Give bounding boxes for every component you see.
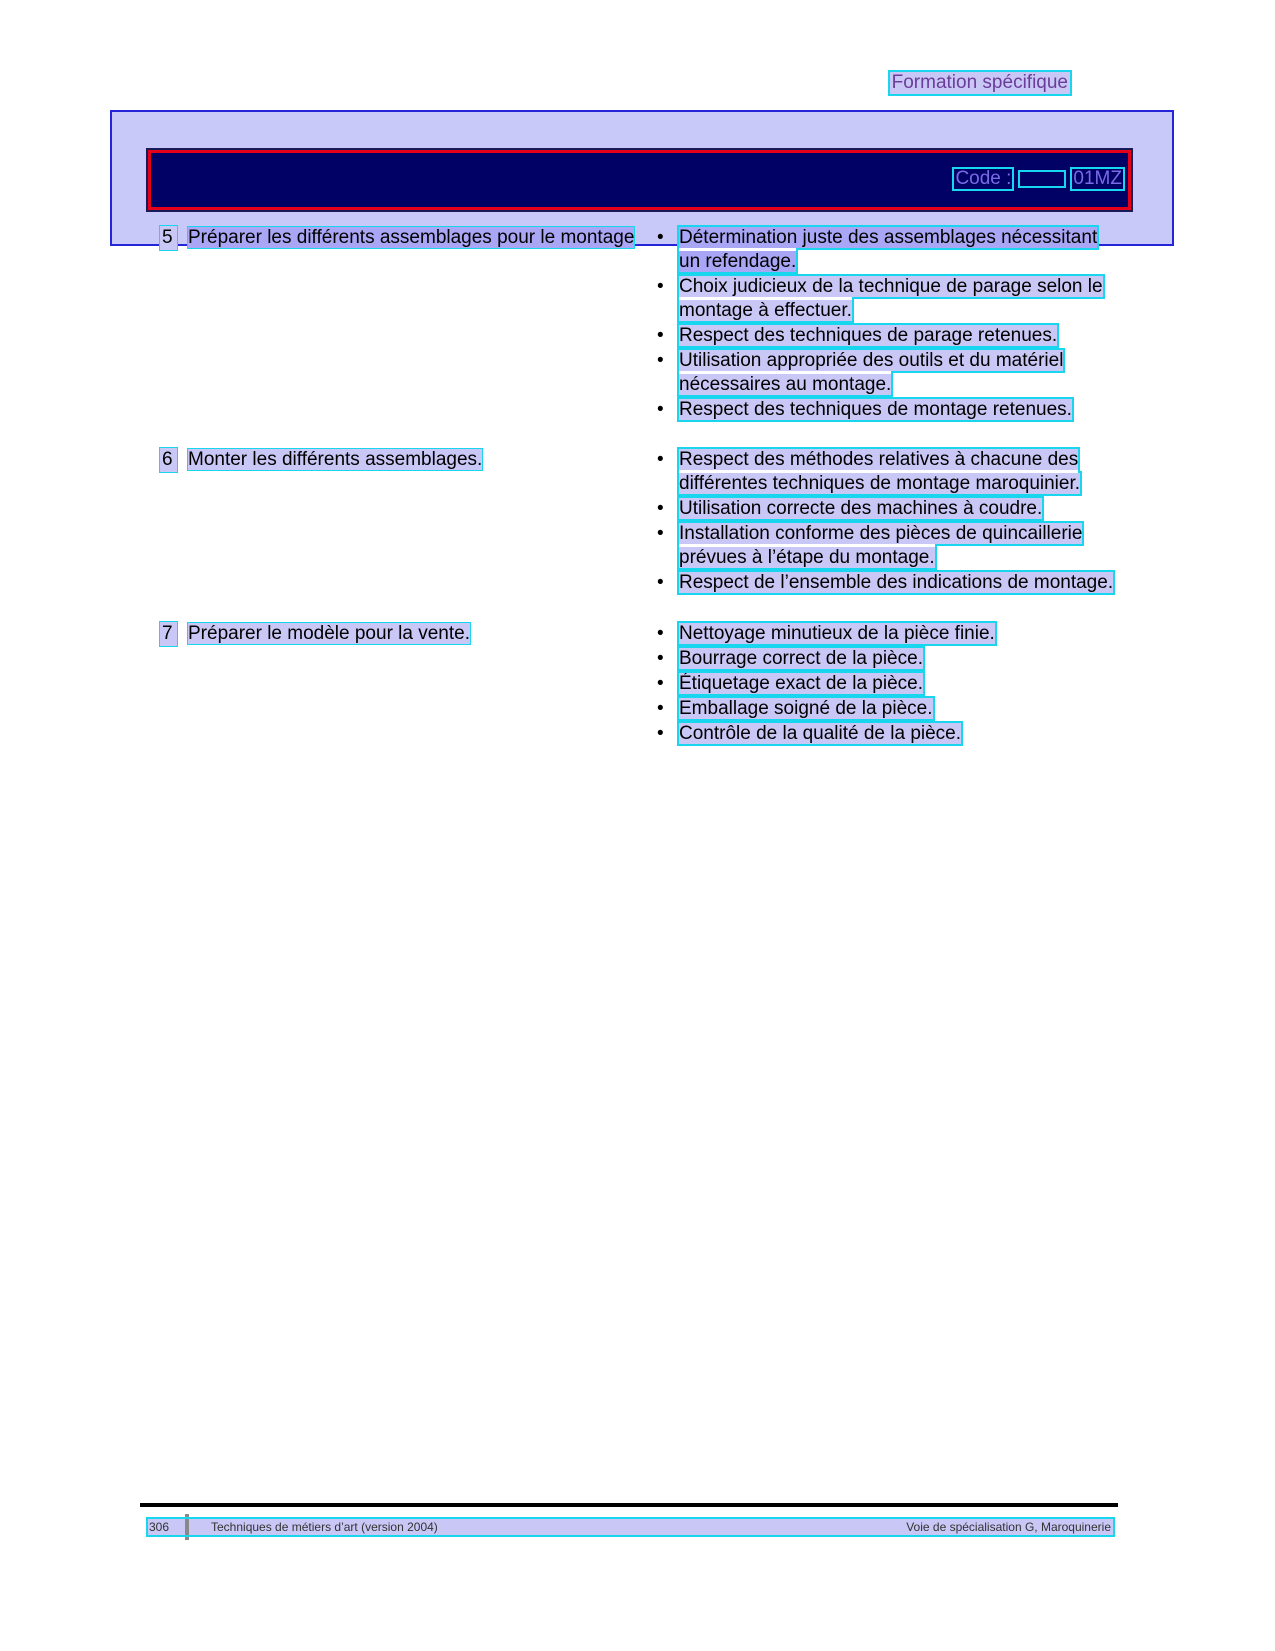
criteria-item	[655, 647, 1120, 671]
footer-voie: Voie de spécialisation G, Maroquinerie	[906, 1520, 1111, 1534]
criteria-text: Utilisation appropriée des outils et du matériel nécessaires au montage.	[679, 350, 1064, 395]
objective-label: Monter les différents assemblages.	[188, 449, 483, 470]
footer-rule	[140, 1503, 1118, 1507]
criteria-item	[655, 324, 1120, 348]
criteria-text: Détermination juste des assemblages nécessitant un refendage.	[679, 227, 1098, 272]
objective-cell	[160, 226, 655, 423]
objectives-table	[160, 226, 1120, 747]
criteria-item	[655, 448, 1120, 496]
criteria-item	[655, 275, 1120, 323]
objective-cell	[160, 622, 655, 747]
criteria-text: Choix judicieux de la technique de parage selon le montage à effectuer.	[679, 276, 1103, 321]
objective-row-5	[160, 226, 1120, 423]
objective-row-6	[160, 448, 1120, 596]
criteria-text: Nettoyage minutieux de la pièce finie.	[679, 623, 995, 644]
criteria-list	[655, 226, 1120, 422]
criteria-item	[655, 622, 1120, 646]
objective-row-7	[160, 622, 1120, 747]
criteria-text: Contrôle de la qualité de la pièce.	[679, 723, 962, 744]
criteria-item	[655, 226, 1120, 274]
criteria-text: Étiquetage exact de la pièce.	[679, 673, 924, 694]
criteria-list	[655, 448, 1120, 595]
criteria-text: Bourrage correct de la pièce.	[679, 648, 923, 669]
objective-text	[188, 226, 648, 250]
criteria-item	[655, 697, 1120, 721]
objective-number: 6	[160, 448, 177, 472]
criteria-item	[655, 522, 1120, 570]
objective-text	[188, 448, 648, 472]
criteria-text: Emballage soigné de la pièce.	[679, 698, 933, 719]
code-separator	[1020, 172, 1064, 186]
criteria-text: Installation conforme des pièces de quincaillerie prévues à l’étape du montage.	[679, 523, 1083, 568]
criteria-text: Respect des méthodes relatives à chacune des différentes techniques de montage maroquinier.	[679, 449, 1081, 494]
code-wrap	[954, 169, 1123, 189]
criteria-text: Respect de l’ensemble des indications de montage.	[679, 572, 1114, 593]
objective-cell	[160, 448, 655, 596]
criteria-item	[655, 672, 1120, 696]
criteria-item	[655, 349, 1120, 397]
objective-label: Préparer le modèle pour la vente.	[188, 623, 470, 644]
criteria-text: Respect des techniques de parage retenues.	[679, 325, 1058, 346]
code-bar	[148, 150, 1131, 210]
criteria-item	[655, 571, 1120, 595]
criteria-cell	[655, 622, 1120, 747]
objective-number: 7	[160, 622, 177, 646]
objective-text	[188, 622, 648, 646]
footer-title: Techniques de métiers d’art (version 2004)	[211, 1520, 438, 1534]
objective-label: Préparer les différents assemblages pour le montage	[188, 227, 635, 248]
criteria-cell	[655, 448, 1120, 596]
section-label: Formation spécifique	[891, 72, 1068, 93]
objective-number: 5	[160, 226, 177, 250]
criteria-list	[655, 622, 1120, 746]
code-label: Code :	[955, 168, 1012, 189]
criteria-item	[655, 722, 1120, 746]
criteria-text: Respect des techniques de montage retenues.	[679, 399, 1072, 420]
page-footer	[148, 1519, 1113, 1535]
footer-divider	[185, 1514, 189, 1540]
criteria-text: Utilisation correcte des machines à coudre.	[679, 498, 1043, 519]
code-value: 01MZ	[1073, 168, 1122, 189]
page-number: 306	[149, 1520, 170, 1534]
criteria-cell	[655, 226, 1120, 423]
criteria-item	[655, 497, 1120, 521]
criteria-item	[655, 398, 1120, 422]
